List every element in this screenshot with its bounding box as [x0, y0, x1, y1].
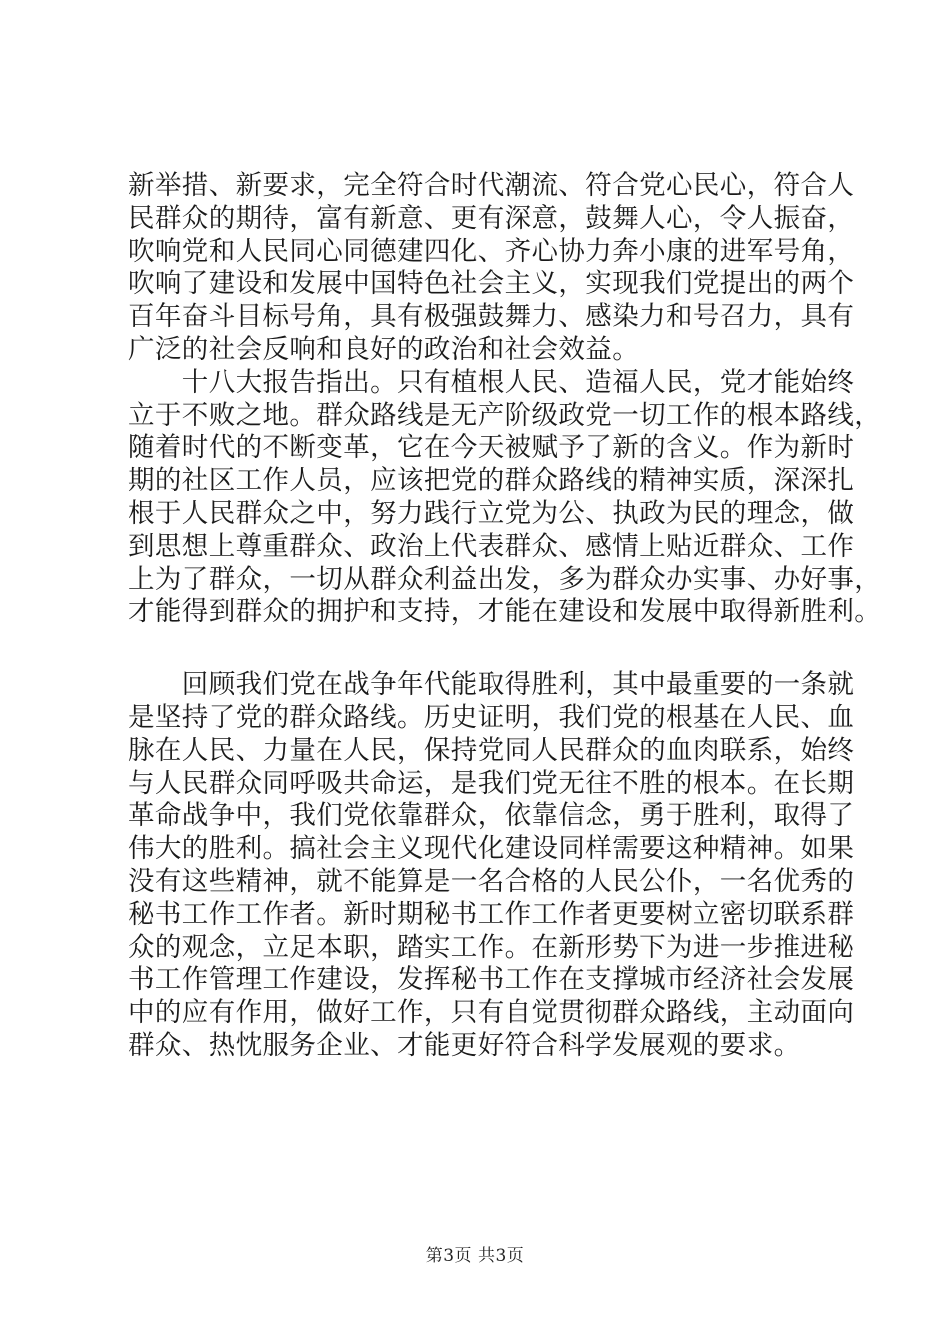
- text-line: 根于人民群众之中，努力践行立党为公、执政为民的理念，做: [128, 497, 855, 529]
- document-body: [128, 170, 882, 1063]
- text-line: 期的社区工作人员，应该把党的群众路线的精神实质，深深扎: [128, 465, 855, 497]
- text-line: 上为了群众，一切从群众利益出发，多为群众办实事、办好事，: [128, 563, 882, 595]
- paragraph-2: [128, 366, 882, 629]
- text-line: 立于不败之地。群众路线是无产阶级政党一切工作的根本路线，: [128, 399, 882, 431]
- text-line: 众的观念，立足本职，踏实工作。在新形势下为进一步推进秘: [128, 931, 855, 963]
- page-number-footer: 第3页 共3页: [425, 1246, 525, 1266]
- text-line: 伟大的胜利。搞社会主义现代化建设同样需要这种精神。如果: [128, 833, 855, 865]
- paragraph-1: [128, 170, 853, 367]
- text-line: 吹响党和人民同心同德建四化、齐心协力奔小康的进军号角，: [128, 235, 855, 267]
- text-line: 广泛的社会反响和良好的政治和社会效益。: [128, 333, 640, 365]
- text-line: 革命战争中，我们党依靠群众，依靠信念，勇于胜利，取得了: [128, 800, 855, 832]
- text-line: 脉在人民、力量在人民，保持党同人民群众的血肉联系，始终: [128, 734, 855, 766]
- text-line: 民群众的期待，富有新意、更有深意，鼓舞人心，令人振奋，: [128, 202, 855, 234]
- text-line: 吹响了建设和发展中国特色社会主义，实现我们党提出的两个: [128, 268, 855, 300]
- text-line: 才能得到群众的拥护和支持，才能在建设和发展中取得新胜利。: [128, 596, 882, 628]
- text-line: 群众、热忱服务企业、才能更好符合科学发展观的要求。: [128, 1029, 801, 1061]
- text-line: 书工作管理工作建设，发挥秘书工作在支撑城市经济社会发展: [128, 964, 855, 996]
- text-line: 没有这些精神，就不能算是一名合格的人民公仆，一名优秀的: [128, 865, 855, 897]
- text-line: 与人民群众同呼吸共命运，是我们党无往不胜的根本。在长期: [128, 767, 855, 799]
- text-line: 随着时代的不断变革，它在今天被赋予了新的含义。作为新时: [128, 432, 855, 464]
- text-line: 是坚持了党的群众路线。历史证明，我们党的根基在人民、血: [128, 701, 855, 733]
- text-line: 百年奋斗目标号角，具有极强鼓舞力、感染力和号召力，具有: [128, 301, 855, 333]
- text-line: 秘书工作工作者。新时期秘书工作工作者更要树立密切联系群: [128, 898, 855, 930]
- paragraph-spacer: [128, 629, 853, 669]
- text-line: 中的应有作用，做好工作，只有自觉贯彻群众路线，主动面向: [128, 997, 855, 1029]
- text-line: 十八大报告指出。只有植根人民、造福人民，党才能始终: [128, 366, 855, 398]
- text-line: 回顾我们党在战争年代能取得胜利，其中最重要的一条就: [128, 669, 855, 701]
- text-line: 到思想上尊重群众、政治上代表群众、感情上贴近群众、工作: [128, 530, 855, 562]
- paragraph-3: [128, 669, 853, 1063]
- text-line: 新举措、新要求，完全符合时代潮流、符合党心民心，符合人: [128, 170, 855, 201]
